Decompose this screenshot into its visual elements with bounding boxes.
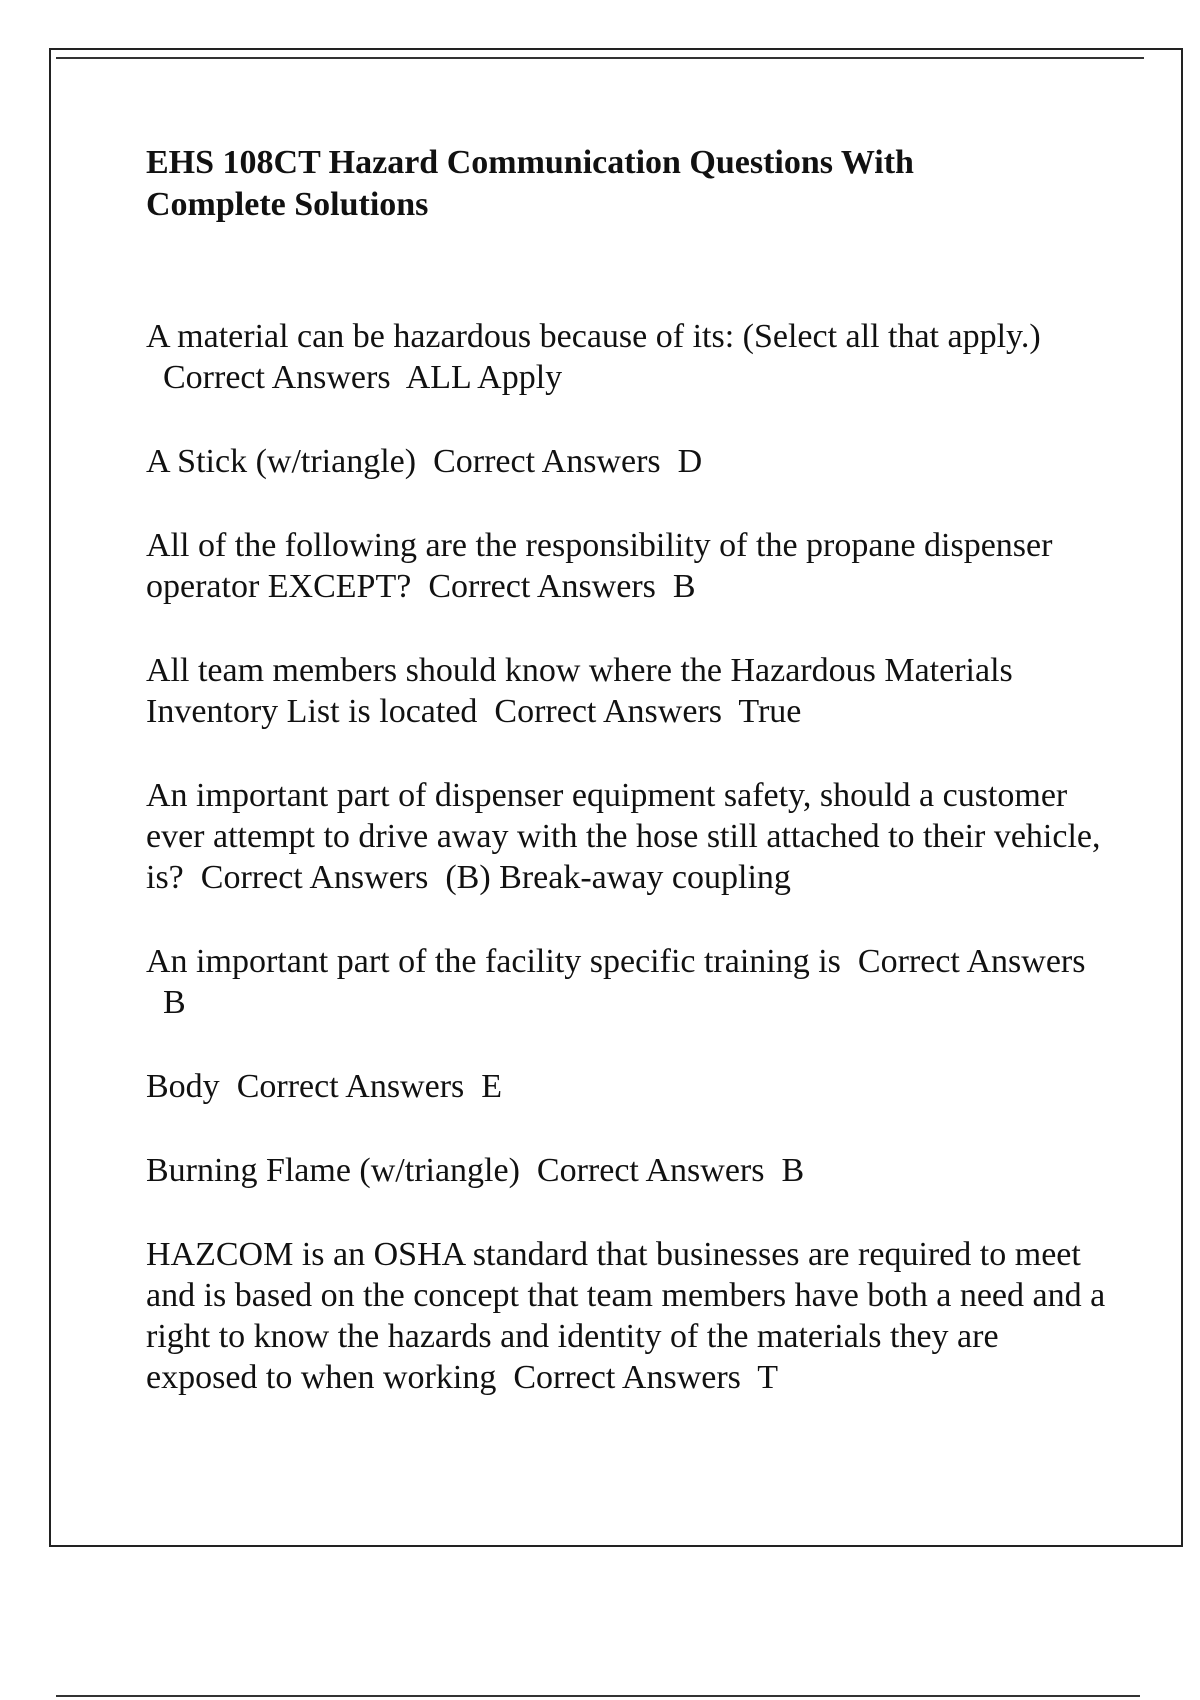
answer-text: B <box>163 984 186 1021</box>
qa-item <box>146 525 1106 607</box>
answer-text: ALL Apply <box>405 359 563 396</box>
answer-text: D <box>677 443 703 480</box>
answer-marker: Correct Answers <box>536 1152 765 1189</box>
answer-text: (B) Break-away coupling <box>445 859 791 896</box>
answer-marker: Correct Answers <box>513 1359 741 1396</box>
question-text: An important part of the facility specific training is <box>146 943 841 980</box>
answer-text: B <box>672 568 696 605</box>
qa-item <box>146 441 1106 482</box>
answer-text: E <box>481 1068 503 1105</box>
answer-marker: Correct Answers <box>200 859 429 896</box>
answer-text: B <box>781 1152 805 1189</box>
answer-marker: Correct Answers <box>494 693 722 730</box>
question-text: A material can be hazardous because of its: (Select all that apply.) <box>146 318 1041 355</box>
qa-item <box>146 650 1106 732</box>
answer-marker: Correct Answers <box>163 359 391 396</box>
question-text: Burning Flame (w/triangle) <box>146 1152 520 1189</box>
question-text: A Stick (w/triangle) <box>146 443 417 480</box>
qa-item <box>146 1234 1106 1398</box>
answer-marker: Correct Answers <box>433 443 661 480</box>
qa-item <box>146 316 1106 398</box>
question-text: HAZCOM is an OSHA standard that businesses are required to meet and is based on the concept that team members have both a need and a right to know the hazards and identity of the materials they are exposed to when working <box>146 1236 1106 1396</box>
document-title: EHS 108CT Hazard Communication Questions With Complete Solutions <box>146 144 914 223</box>
answer-text: T <box>757 1359 779 1396</box>
question-text: An important part of dispenser equipment safety, should a customer ever attempt to drive away with the hose still attached to their vehicle, is? <box>146 777 1101 896</box>
qa-item <box>146 775 1106 898</box>
question-text: Body <box>146 1068 220 1105</box>
question-text: All team members should know where the Hazardous Materials Inventory List is located <box>146 652 1013 730</box>
qa-item <box>146 941 1106 1023</box>
bottom-rule <box>56 1695 1140 1697</box>
document-body <box>146 142 1106 1441</box>
top-rule <box>56 57 1144 59</box>
qa-item <box>146 1150 1106 1191</box>
answer-marker: Correct Answers <box>428 568 656 605</box>
answer-text: True <box>738 693 802 730</box>
question-text: All of the following are the responsibility of the propane dispenser operator EXCEPT? <box>146 527 1053 605</box>
answer-marker: Correct Answers <box>857 943 1086 980</box>
answer-marker: Correct Answers <box>236 1068 465 1105</box>
qa-item <box>146 1066 1106 1107</box>
